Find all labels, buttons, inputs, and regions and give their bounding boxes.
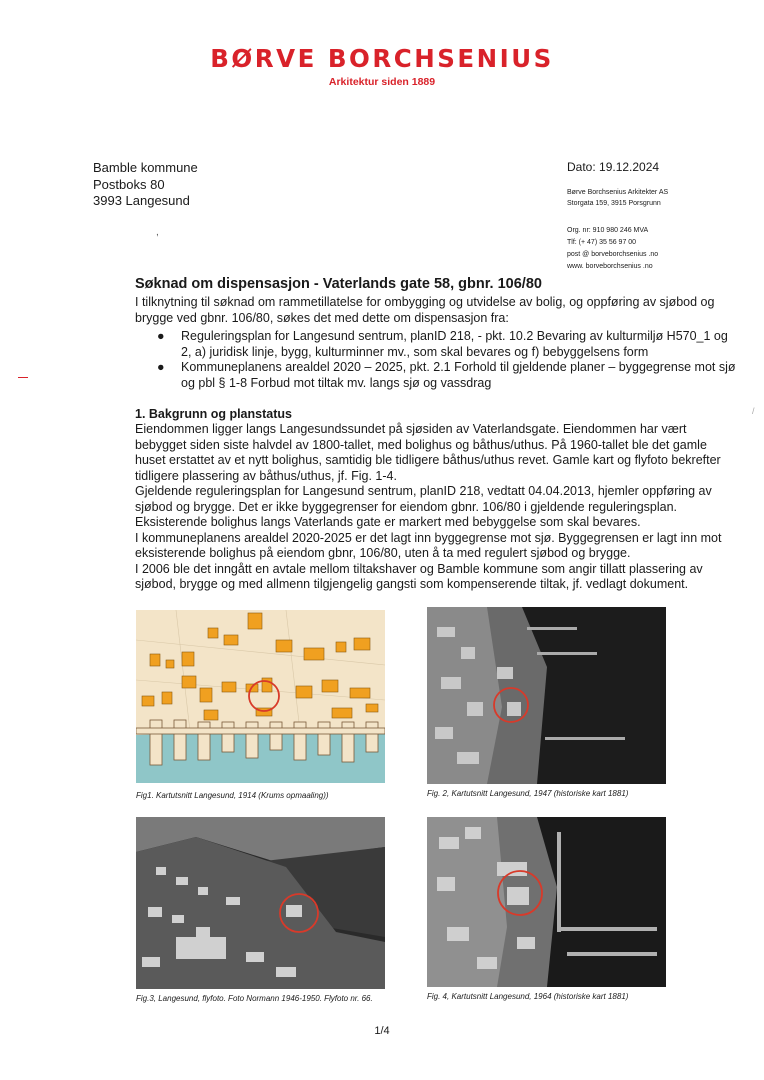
stray-mark: , xyxy=(156,227,159,238)
figure-caption: Fig. 4, Kartutsnitt Langesund, 1964 (historiske kart 1881) xyxy=(427,992,629,1001)
figure-caption: Fig1. Kartutsnitt Langesund, 1914 (Krums opmaaling)) xyxy=(136,791,329,800)
aerial-photo-illustration xyxy=(136,817,385,989)
sender-contact xyxy=(567,225,658,273)
intro-paragraph xyxy=(135,295,735,326)
paragraph: Gjeldende reguleringsplan for Langesund sentrum, planID 218, vedtatt 04.04.2013, hjemler oppføring av sjøbod og brygge. Det er ikke byggegrenser for eiendom gbnr. 106/80 i gjeldende reguleringsplan. Eksisterende bolighus langs Vaterlands gate er markert med bebyggelse som skal bevares. xyxy=(135,484,712,529)
margin-mark xyxy=(18,377,28,378)
page-number: 1/4 xyxy=(374,1025,390,1037)
list-item-text: Reguleringsplan for Langesund sentrum, planID 218, - pkt. 10.2 Bevaring av kulturmiljø H570_1 og 2, a) juridisk linje, bygg, kulturminner mv., som skal bevares og f) bebyggelsens form xyxy=(181,329,728,359)
sender-company xyxy=(567,188,668,209)
list-item-text: Kommuneplanens arealdel 2020 – 2025, pkt. 2.1 Forhold til gjeldende planer – byggegrense mot sjø og pbl § 1-8 Forbud mot tiltak mv. langs sjø og vassdrag xyxy=(181,360,736,390)
fig3-aerial-photo xyxy=(136,817,385,989)
paragraph: I kommuneplanens arealdel 2020-2025 er det lagt inn byggegrense mot sjø. Byggegrensen er lagt inn mot eksisterende bolighus på eiendom gbnr, 106/80, uten å ta med regulert sjøbod og brygge. xyxy=(135,530,722,560)
org-number: Org. nr: 910 980 246 MVA xyxy=(567,227,649,234)
document-date: Dato: 19.12.2024 xyxy=(567,160,660,174)
recipient-line: Postboks 80 xyxy=(93,176,165,192)
map-illustration xyxy=(136,610,385,783)
brand-tagline: Arkitektur siden 1889 xyxy=(328,76,436,88)
figure-caption: Fig. 2, Kartutsnitt Langesund, 1947 (historiske kart 1881) xyxy=(427,789,629,798)
email-address[interactable]: post @ borveborchsenius .no xyxy=(567,251,659,258)
phone-number: Tlf: (+ 47) 35 56 97 00 xyxy=(567,239,637,246)
aerial-illustration xyxy=(427,607,666,784)
company-address: Storgata 159, 3915 Porsgrunn xyxy=(567,199,661,207)
section-body xyxy=(135,422,735,593)
fig2-aerial-image xyxy=(427,607,666,784)
margin-mark: / xyxy=(752,406,755,416)
paragraph: Eiendommen ligger langs Langesundssundet på sjøsiden av Vaterlandsgate. Eiendommen har vært bebygget siden siste halvdel av 1800-tallet, med bolighus og båthus/uthus. På 1960-tallet ble det gamle huset erstattet av et nytt bolighus, samtidig ble tidligere båthus/uthus revet. Gamle kart og flyfoto bekrefter tidligere plassering av båthus/uthus, jf. Fig. 1-4. xyxy=(135,422,721,483)
dispensation-list xyxy=(157,329,737,391)
recipient-address xyxy=(93,160,198,210)
figure-caption: Fig.3, Langesund, flyfoto. Foto Normann 1946-1950. Flyfoto nr. 66. xyxy=(136,994,373,1003)
paragraph: I 2006 ble det inngått en avtale mellom tiltakshaver og Bamble kommune som angir tillatt plassering av sjøbod, brygge og med allmenn tilgjengelig gangsti som kompenserende tiltak, jf. vedlagt dokument. xyxy=(135,561,703,591)
fig1-map-image xyxy=(136,610,385,783)
recipient-line: Bamble kommune xyxy=(93,160,198,175)
bullet-icon: ● xyxy=(157,360,165,374)
document-title: Søknad om dispensasjon - Vaterlands gate 58, gbnr. 106/80 xyxy=(135,276,542,292)
aerial-illustration xyxy=(427,817,666,987)
recipient-line: 3993 Langesund xyxy=(93,193,190,208)
list-item xyxy=(157,360,737,391)
section-heading: 1. Bakgrunn og planstatus xyxy=(135,407,292,421)
list-item xyxy=(157,329,737,360)
website-link[interactable]: www. borveborchsenius .no xyxy=(567,263,653,270)
brand-logo: BØRVE BORCHSENIUS xyxy=(210,44,554,73)
bullet-icon: ● xyxy=(157,329,165,343)
fig4-aerial-image xyxy=(427,817,666,987)
company-name: Børve Borchsenius Arkitekter AS xyxy=(567,189,669,196)
intro-text: I tilknytning til søknad om rammetillatelse for ombygging og utvidelse av bolig, og oppføring av sjøbod og brygge ved gbnr. 106/80, søkes det med dette om dispensasjon fra: xyxy=(135,295,715,325)
